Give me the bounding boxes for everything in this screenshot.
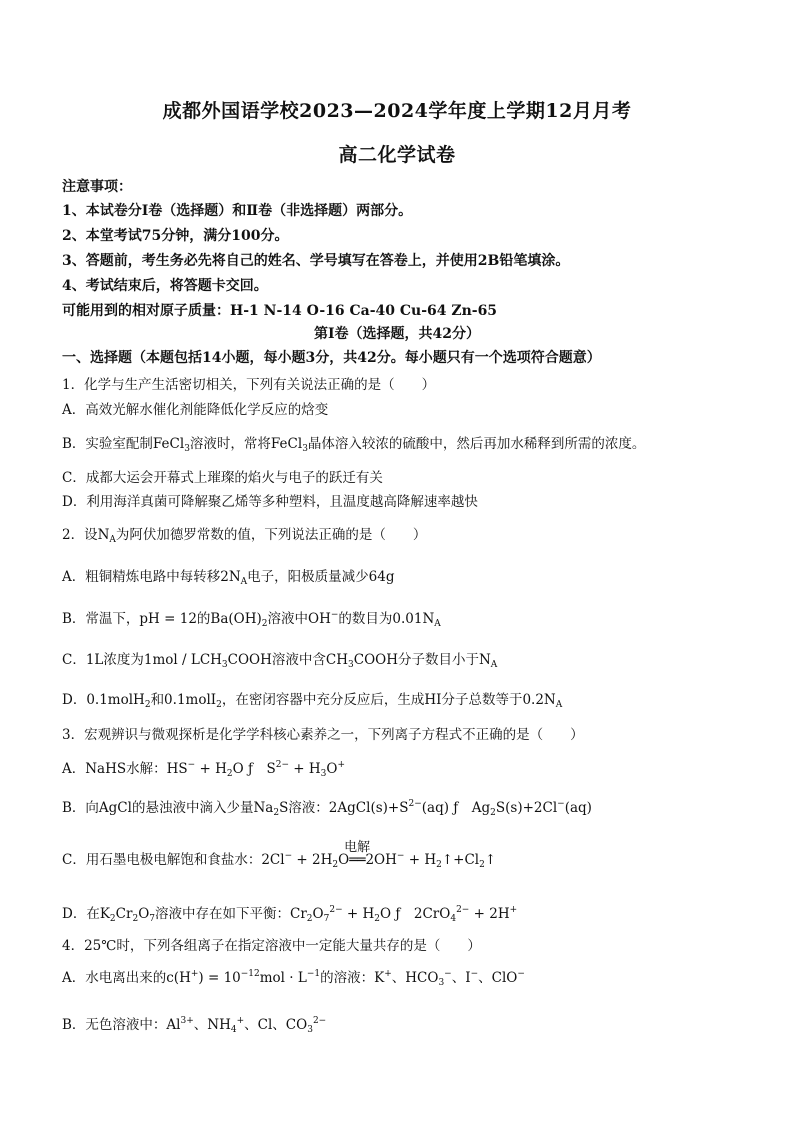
q1-option-b: B．实验室配制FeCl$_3$溶液时，常将FeCl$_3$晶体溶入较浓的硫酸中，然后再加水稀释到所需的浓度。 (62, 436, 646, 454)
q3-option-d: D．在$K_2Cr_2O_7$溶液中存在如下平衡：$Cr_2O_7^{2-} + H_2O$ ƒ 2CrO$_4^{2-}$ + 2H+ (62, 905, 518, 924)
q1-stem: 1．化学与生产生活密切相关，下列有关说法正确的是（ ） (62, 377, 436, 393)
note-item-4: 4、考试结束后，将答题卡交回。 (62, 278, 268, 294)
q4-option-b: B．无色溶液中：$Al^{3+}$、$NH_4^+$、Cl、$CO_3^{2-}$ (62, 1016, 327, 1035)
q1-option-a: A．高效光解水催化剂能降低化学反应的焓变 (62, 402, 329, 418)
note-item-3: 3、答题前，考生务必先将自己的姓名、学号填写在答卷上，并使用2B铅笔填涂。 (62, 253, 570, 269)
q3-option-c: C．用石墨电极电解饱和食盐水：$2Cl^- + 2H_2$ 电解 O══2OH− + $H_2↑+Cl_2↑$ (62, 848, 496, 870)
q3-option-b: B．向AgCl的悬浊液中滴入少量$Na_2S$溶液：$2AgCl(s)+S^{2-}(aq)$ ƒ $Ag_2S(s)+2Cl^-(aq)$ (62, 799, 592, 818)
exam-subtitle: 高二化学试卷 (338, 144, 456, 166)
q2-stem: 2．设$N_A$为阿伏加德罗常数的值，下列说法正确的是（ ） (62, 527, 427, 545)
exam-title: 成都外国语学校2023—2024学年度上学期12月月考 (162, 100, 632, 122)
q3-option-a: A．NaHS水解：$HS^- + H_2O$ ƒ $S^{2-} + H_3O^+$ (62, 760, 346, 779)
electrolysis-label: 电解 (344, 840, 371, 855)
q1-option-d: D．利用海洋真菌可降解聚乙烯等多种塑料，且温度越高降解速率越快 (62, 494, 478, 510)
part1-heading: 第Ⅰ卷（选择题，共42分） (313, 326, 481, 342)
q3-stem: 3．宏观辨识与微观探析是化学学科核心素养之一，下列离子方程式不正确的是（ ） (62, 727, 584, 743)
q2-option-d: D．0.1molH$_2$和0.1molI$_2$，在密闭容器中充分反应后，生成HI分子总数等于$0.2N_A$ (62, 692, 563, 710)
q1-option-c: C．成都大运会开幕式上璀璨的焰火与电子的跃迁有关 (62, 470, 383, 486)
q4-option-a: A．水电离出来的$c(H^+) = 10^{-12}mol \cdot L^{-1}$的溶液：K+、$HCO_3^-$、I−、ClO− (62, 969, 525, 988)
q2-option-c: C．1L浓度为$1mol / LCH_3COOH$溶液中含$CH_3COOH$分子数目小于$N_A$ (62, 652, 498, 670)
q2-option-a: A．粗铜精炼电路中每转移$2N_A$电子，阳极质量减少64g (62, 569, 395, 587)
note-item-2: 2、本堂考试75分钟，满分100分。 (62, 228, 289, 244)
section-heading: 一、选择题（本题包括14小题，每小题3分，共42分。每小题只有一个选项符合题意） (62, 350, 601, 366)
atomic-masses: 可能用到的相对原子质量：H-1 N-14 O-16 Ca-40 Cu-64 Zn-65 (62, 303, 498, 319)
q4-stem: 4．25℃时，下列各组离子在指定溶液中一定能大量共存的是（ ） (62, 938, 481, 954)
q2-option-b: B．常温下，pH = 12的$Ba(OH)_2$溶液中OH−的数目为$0.01N_A$ (62, 610, 441, 629)
notes-heading: 注意事项： (62, 179, 132, 195)
note-item-1: 1、本试卷分Ⅰ卷（选择题）和Ⅱ卷（非选择题）两部分。 (62, 203, 413, 219)
